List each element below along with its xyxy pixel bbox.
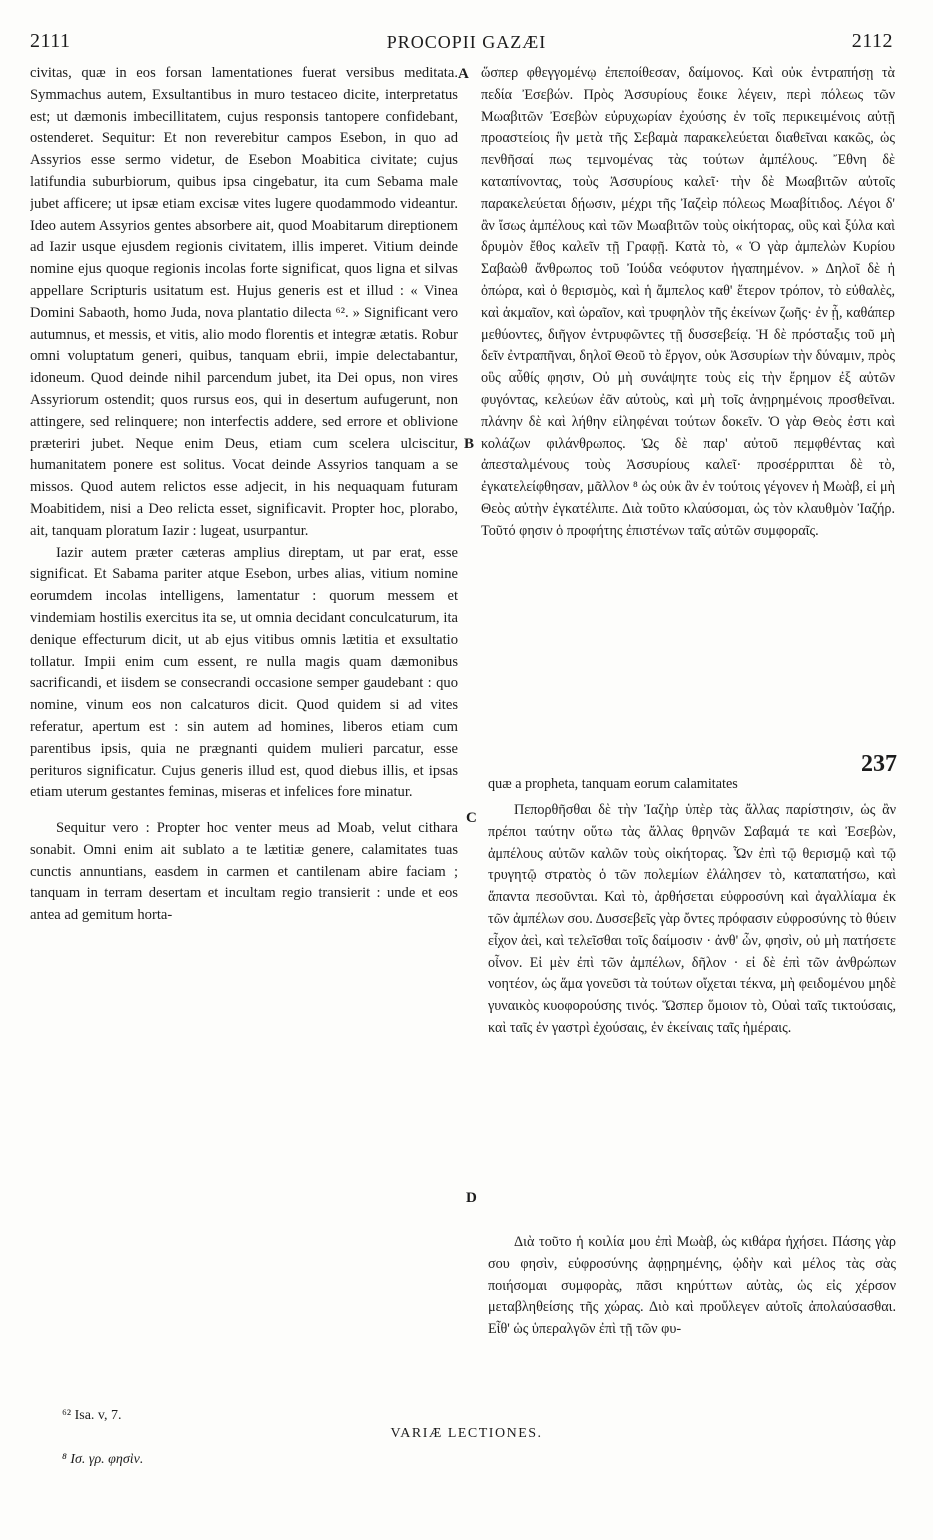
variae-lectiones-heading: VARIÆ LECTIONES. [390, 1426, 543, 1441]
column-number-left: 2111 [30, 30, 71, 52]
latin-paragraph-2: Iazir autem præter cæteras amplius direptam, ut par erat, esse significat. Et Sabama pariter atque Esebon, urbes alias, vitium nomine eorumdem incolas intelligens, lamentatur : quorum messem et vindemiam hostilis exercitus ita se, ut omnia decidant conculcaturum, ita denique effecturum dicit, ut ab ejus vitibus omnis lætitia et exsultatio tollatur. Impii enim cum essent, re nulla magis quam dæmonibus sacrificandi, et iisdem se consecrandi occasione semper gaudebant : quo nomine, vinum eos non calcaturos dicit. Quod quidem si ad vites referatur, apertum est : sin autem ad homines, liberos etiam cum parentibus ipsis, quia ne prægnanti quidem mulieri parcatur, esse perituros significatur. Cujus generis illud est, quod diebus illis, et ipsas etiam uterum gestantes feminas, miseras et infelices fore minatur. [30, 544, 458, 801]
latin-paragraph-1: civitas, quæ in eos forsan lamentationes fuerat versibus meditata. Symmachus autem, Exsultantibus in muro testaceo dicite, interpretatus est; ut dæmonis imbecillitatem, cujus responsis tantopere confidebant, ostenderet. Sequitur: Et non reverebitur campos Esebon, in quo ad Assyrios esse sermo videtur, de Esebon Moabitica civitate; cujus latifundia suburbiorum, quibus ipsa cingebatur, ita cum Sebama male jubet afficere; ut ipsæ etiam excisæ vites lugere quodammodo videantur. Ideo autem Assyrios gentes absorbere ait, quod Moabitarum direptionem ad Iazir usque ejusdem regionis civitatem, illis imperet. Vitium deinde nomine ejus quoque regionis incolas forte significat, quos ligna et silvas appellare Scripturis usitatum est. Hujus generis est et illud : « Vinea Domini Sabaoth, homo Juda, nova plantatio dilecta ⁶². » Significant vero autumnus, et messis, et vitis, alio modo florentis et integræ ætatis. Robur omni voluptatum generi, quibus, tanquam ebrii, impie delectabantur, idoneum. Quod deinde nihil parcendum jubet, ita Dei opus, non vires Assyriorum ostendit; quos rursus eos, qui in desertum aufugerunt, non attingere, sed relinquere; non interfectis addere, sed errore et oblivione præteriri jubet. Neque enim Deus, etiam cum scelera ulciscitur, humanitatem ponere est solitus. Vocat deinde Assyrios tanquam a se missos. Quod autem relictos esse adjecit, in his nequaquam futuram Moabitidem, nisi a Deo relicta esset, significavit. Propter hoc, plorabo, ait, tanquam ploratum Iazir : lugeat, usurpantur. [30, 65, 458, 539]
latin-column [30, 63, 458, 1248]
greek-paragraph-a: ὥσπερ φθεγγομένῳ ἐπεποίθεσαν, δαίμονος. Καὶ οὐκ ἐντραπήσῃ τὰ πεδία Ἐσεβών. Πρὸς Ἀσσυρίους ἔοικε λέγειν, περὶ πόλεως τῶν Μωαβιτῶν Ἐσεβὼν εὐρυχωρίαν ἐχούσης ἐν τοῖς περικειμένοις αὐτῇ προαστείοις ἣν μετὰ τῆς Σεβαμὰ παρακελεύεται διαθεῖναι κακῶς, ὡς πενθῆσαί πως τεμνομένας τὰς τούτων ἀμπέλους. Ἔθνη δὲ καταπίνοντας, τοὺς Ἀσσυρίους καλεῖ· τὴν δὲ Μωαβιτῶν αὐτοῖς παρακελεύεται δῄωσιν, μέχρι τῆς Ἰαζεὶρ πόλεως Μωαβίτιδος. Λέγοι δ' ἂν ἴσως ἀμπέλους καὶ τῶν Μωαβιτῶν τοὺς οἰκήτορας, οὓς καὶ ξύλα καὶ δρυμὸν ἔθος καλεῖν τῇ Γραφῇ. Κατὰ τὸ, « Ὁ γὰρ ἀμπελὼν Κυρίου Σαβαὼθ ἄνθρωπος τοῦ Ἰούδα νεόφυτον ἠγαπημένον. » Δηλοῖ δὲ ἡ ὀπώρα, καὶ ὁ θερισμὸς, καὶ ἡ ἄμπελος καθ' ἕτερον τρόπον, τὸ εὐθαλὲς, καὶ ἀκμαῖον, καὶ ὡραῖον, καὶ τρυφηλὸν τῆς ἐκείνων ζωῆς· ἐν ᾗ, καθάπερ μεθύοντες, διῆγον ἐντρυφῶντες τῇ δυσσεβείᾳ. Ἡ δὲ πρόσταξις τοῦ μὴ δεῖν ἐντραπῆναι, δηλοῖ Θεοῦ τὸ ἔργον, οὐκ Ἀσσυρίων τὴν δύναμιν, πρὸς οὓς αὖθίς φησιν, Οὐ μὴ συνάψητε τοὺς εἰς τὴν ἔρημον ἐξ αὐτῶν φυγόντας, κελεύων ἐᾶν αὐτοὺς, καὶ μὴ τοῖς ἀνῃρημένοις προσθεῖναι. πλάνην δὲ καὶ λήθην εἰληφέναι τούτων δοκεῖν. Ὁ γὰρ Θεὸς ἐστι καὶ κολάζων φιλάνθρωπος. Ὡς δὲ παρ' αὐτοῦ πεμφθέντας καὶ ἀπεσταλμένους τοὺς Ἀσσυρίους καλεῖ· προσέρριπται δὲ τὸ, ἐγκατελείφθησαν, μᾶλλον ⁸ ὡς οὐκ ἂν ἐν τούτοις γέγονεν ἡ Μωὰβ, εἰ μὴ Θεὸς αὐτὴν ἐγκατέλιπε. Διὰ τοῦτο κλαύσομαι, ὡς τὸν κλαυθμὸν Ἰαζήρ. Τοῦτό φησιν ὁ προφήτης ἐπιστένων ταῖς αὐτῶν συμφοραῖς. [481, 65, 895, 539]
section-marker-a: A [458, 66, 469, 82]
greek-column-top [481, 63, 895, 751]
greek-column-middle [488, 800, 896, 1208]
running-title: PROCOPII GAZÆI [386, 32, 547, 52]
greek-paragraph-d: Διὰ τοῦτο ἡ κοιλία μου ἐπὶ Μωὰβ, ὡς κιθάρα ἠχήσει. Πάσης γὰρ σου φησὶν, εὐφροσύνης ἀφῃρημένης, ᾠδὴν καὶ μέλος τὰς σὰς ποιήσομαι συμφορὰς, πᾶσι κηρύττων αὐτὰς, ὡς εἰς χέρσον μεταβληθείσης τῆς χώρας. Διὸ καὶ προὔλεγεν αὐτοῖς ἀπολαύσασθαι. Εἶθ' ὡς ὑπεραλγῶν ἐπὶ τῇ τῶν φυ- [488, 1234, 896, 1338]
footnote-1: ⁶² Isa. v, 7. [62, 1408, 122, 1423]
section-marker-d: D [466, 1190, 477, 1206]
footnote-2: ⁸ Ισ. γρ. φησὶν. [62, 1452, 144, 1467]
column-number-right: 2112 [851, 30, 893, 52]
section-marker-b: B [464, 436, 475, 452]
greek-paragraph-c: Πεπορθῆσθαι δὲ τὴν Ἰαζὴρ ὑπὲρ τὰς ἄλλας παρίστησιν, ὡς ἂν πρέποι ταύτην οὕτω τὰς ἄλλας θρηνῶν Σαβαμά τε καὶ Ἐσεβὼν, ἀμπέλους αὐτῶν καλῶν τοὺς οἰκήτορας. Ὧν ἐπὶ τῷ θερισμῷ καὶ τῷ τρυγητῷ στρατὸς ὁ τῶν πολεμίων ἐλάλησεν τὸ, καταπατήσω, καὶ ἅπαντα πεσοῦνται. Καὶ τὸ, ἀρθήσεται εὐφροσύνη καὶ ἀγαλλίαμα ἐκ τῶν ἀμπέλων σου. Δυσσεβεῖς γὰρ ὄντες πρόφασιν εὐφροσύνης τὸ θύειν εἶχον ἀεὶ, καὶ τελεῖσθαι τοῖς δαίμοσιν · ἀνθ' ὧν, φησὶν, οὐ μὴ πατήσετε οἶνον. Εἰ μὲν ἐπὶ τῶν ἀμπέλων, δῆλον · εἰ δὲ ἐπὶ τῶν ἀνθρώπων νοητέον, ὡς ἅμα γονεῦσι τὰ τούτων οἴχεται τέκνα, μὴ φειδομένου μηδὲ γυναικὸς κυοφορούσης τινός. Ὥσπερ ὅμοιον τὸ, Οὐαὶ ταῖς τικτούσαις, καὶ ταῖς ἐν γαστρὶ ἐχούσαις, ἐν ἐκείναις ταῖς ἡμέραις. [488, 802, 896, 1036]
greek-column-bottom [488, 1232, 896, 1372]
column-number-237: 237 [861, 751, 897, 777]
section-marker-c: C [466, 810, 477, 826]
latin-continuation-line: quæ a propheta, tanquam eorum calamitates [488, 776, 738, 792]
latin-paragraph-3: Sequitur vero : Propter hoc venter meus ad Moab, velut cithara sonabit. Omni enim ait sublato a te lætitiæ genere, calamitates tuas cunctis annuntians, easdem in carmen et cantilenam abire faciam ; tanquam in terram desertam et incultam regio transierit : unde et eos antea ad gemitum horta- [30, 820, 458, 924]
